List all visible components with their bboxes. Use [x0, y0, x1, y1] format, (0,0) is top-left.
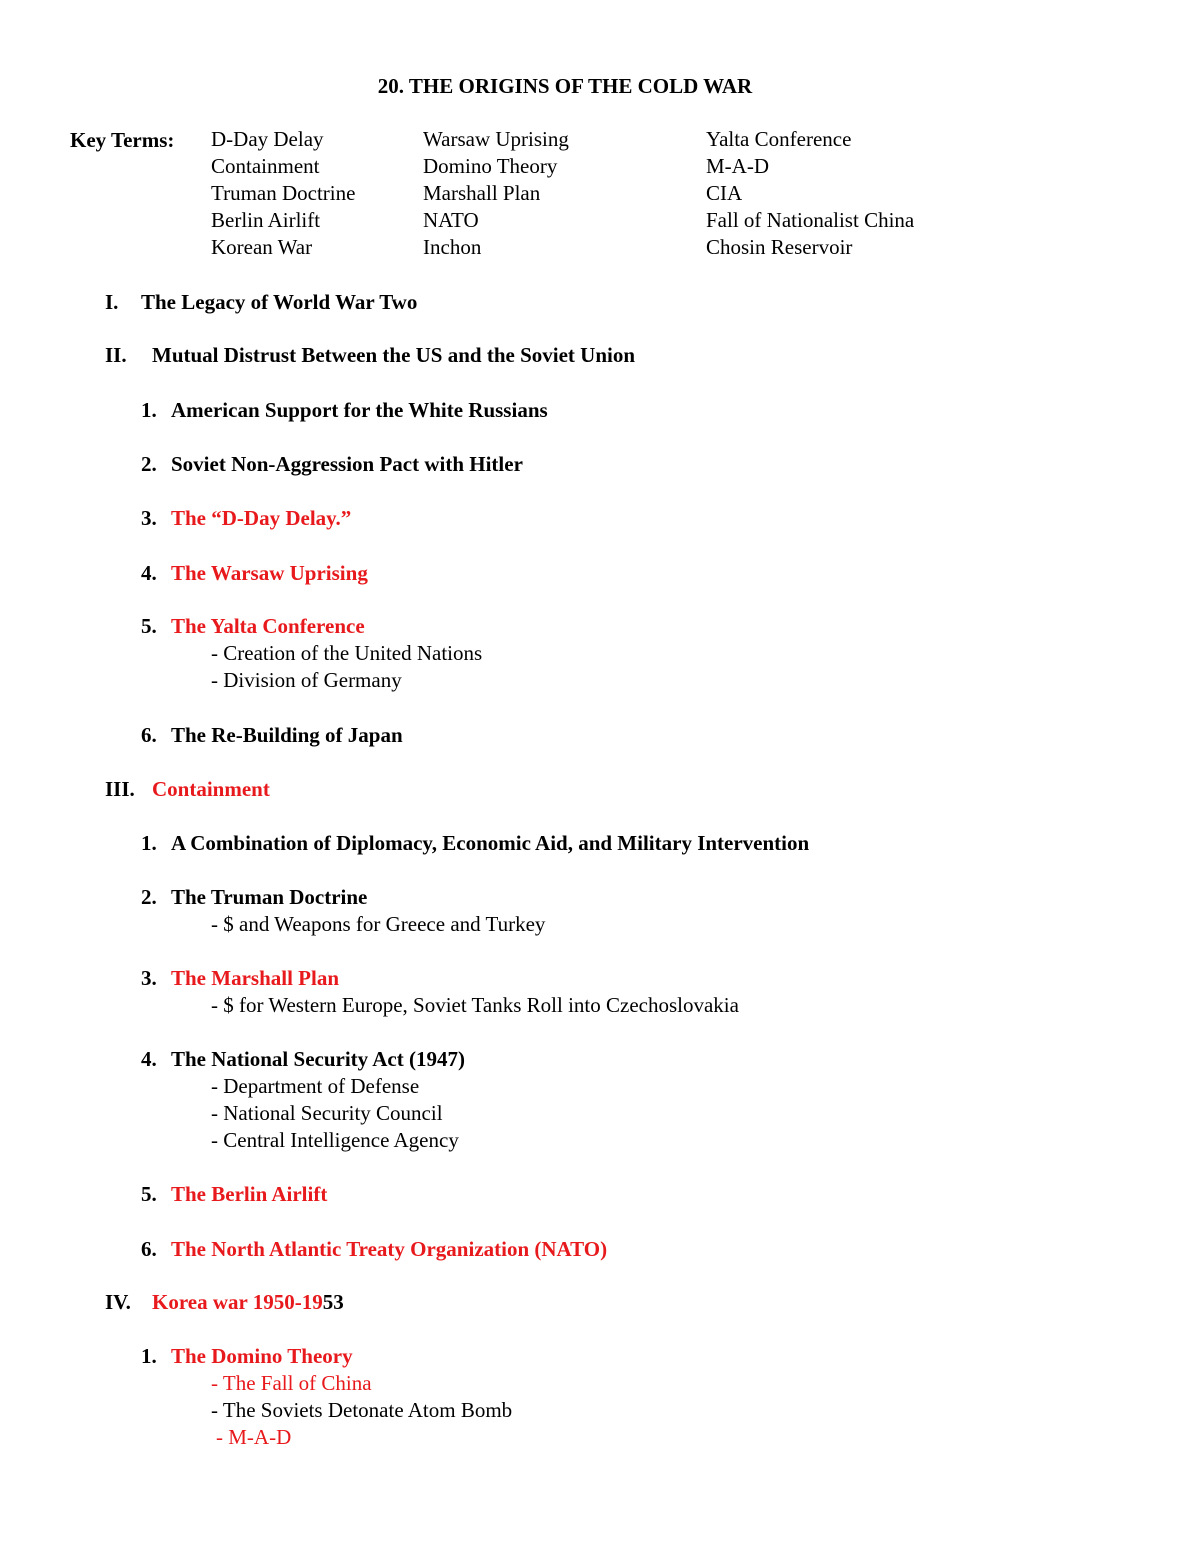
outline-item [141, 452, 523, 477]
item-text: The “D-Day Delay.” [171, 506, 352, 530]
item-number: 2. [141, 885, 157, 909]
key-term: Chosin Reservoir [706, 235, 853, 259]
sub-point: - Creation of the United Nations [211, 641, 483, 665]
sub-point: - The Fall of China [211, 1371, 372, 1395]
item-text: The Domino Theory [171, 1344, 353, 1368]
sub-point: - National Security Council [211, 1101, 443, 1125]
item-text: The National Security Act (1947) [171, 1047, 465, 1071]
section-heading [105, 1290, 344, 1315]
outline-item [141, 831, 809, 856]
sub-point: - Department of Defense [211, 1074, 420, 1098]
item-number: 1. [141, 1344, 157, 1368]
key-term: CIA [706, 181, 743, 205]
outline-item [141, 1047, 465, 1072]
section-number: III. [105, 777, 135, 801]
key-term: Korean War [211, 235, 313, 259]
key-term: Yalta Conference [706, 127, 852, 151]
key-terms-column-1 [211, 126, 355, 261]
item-text: The North Atlantic Treaty Organization (NATO) [171, 1237, 608, 1261]
item-number: 4. [141, 561, 157, 585]
section-title: Mutual Distrust Between the US and the Soviet Union [152, 343, 636, 367]
outline-item [141, 614, 365, 639]
key-term: Truman Doctrine [211, 181, 356, 205]
key-term: NATO [423, 208, 479, 232]
outline-item [141, 1237, 607, 1262]
section-number: II. [105, 343, 127, 367]
item-number: 5. [141, 1182, 157, 1206]
section-title: Containment [152, 777, 270, 801]
sub-point: - Central Intelligence Agency [211, 1128, 459, 1152]
section-heading [105, 777, 270, 802]
sub-point: - Division of Germany [211, 668, 402, 692]
item-number: 2. [141, 452, 157, 476]
item-text: The Truman Doctrine [171, 885, 368, 909]
key-term: Warsaw Uprising [423, 127, 569, 151]
item-number: 6. [141, 723, 157, 747]
item-number: 1. [141, 831, 157, 855]
item-number: 3. [141, 506, 157, 530]
item-text: American Support for the White Russians [171, 398, 548, 422]
key-term: Containment [211, 154, 320, 178]
item-text: A Combination of Diplomacy, Economic Aid, and Military Intervention [171, 831, 810, 855]
sub-point: - $ and Weapons for Greece and Turkey [211, 912, 546, 936]
outline-item [141, 506, 351, 531]
key-term: M-A-D [706, 154, 769, 178]
key-term: Berlin Airlift [211, 208, 321, 232]
key-term: Marshall Plan [423, 181, 541, 205]
sub-point: - $ for Western Europe, Soviet Tanks Roll into Czechoslovakia [211, 993, 739, 1017]
section-number: I. [105, 290, 119, 314]
section-title: Korea war 1950-19 [152, 1290, 323, 1314]
key-terms-column-2 [423, 126, 569, 261]
item-text: The Warsaw Uprising [171, 561, 368, 585]
key-term: Inchon [423, 235, 482, 259]
item-number: 5. [141, 614, 157, 638]
section-heading [105, 290, 417, 315]
section-number: IV. [105, 1290, 131, 1314]
item-text: The Yalta Conference [171, 614, 365, 638]
key-terms-column-3 [706, 126, 914, 261]
section-title: The Legacy of World War Two [141, 290, 418, 314]
key-term: Domino Theory [423, 154, 558, 178]
outline-item [141, 1182, 327, 1207]
key-terms-label: Key Terms: [70, 128, 175, 152]
item-number: 6. [141, 1237, 157, 1261]
outline-item [141, 561, 368, 586]
item-number: 1. [141, 398, 157, 422]
outline-item [141, 966, 339, 991]
section-heading [105, 343, 635, 368]
sub-point: - M-A-D [216, 1425, 292, 1449]
item-text: The Berlin Airlift [171, 1182, 328, 1206]
page-title: 20. THE ORIGINS OF THE COLD WAR [377, 74, 753, 98]
outline-item [141, 723, 403, 748]
outline-item [141, 1344, 353, 1369]
outline-item [141, 885, 367, 910]
key-term: D-Day Delay [211, 127, 324, 151]
outline-item [141, 398, 548, 423]
item-number: 3. [141, 966, 157, 990]
item-text: The Marshall Plan [171, 966, 340, 990]
sub-point: - The Soviets Detonate Atom Bomb [211, 1398, 513, 1422]
section-title-suffix: 53 [322, 1290, 344, 1314]
item-text: The Re-Building of Japan [171, 723, 403, 747]
item-text: Soviet Non-Aggression Pact with Hitler [171, 452, 523, 476]
key-term: Fall of Nationalist China [706, 208, 915, 232]
item-number: 4. [141, 1047, 157, 1071]
